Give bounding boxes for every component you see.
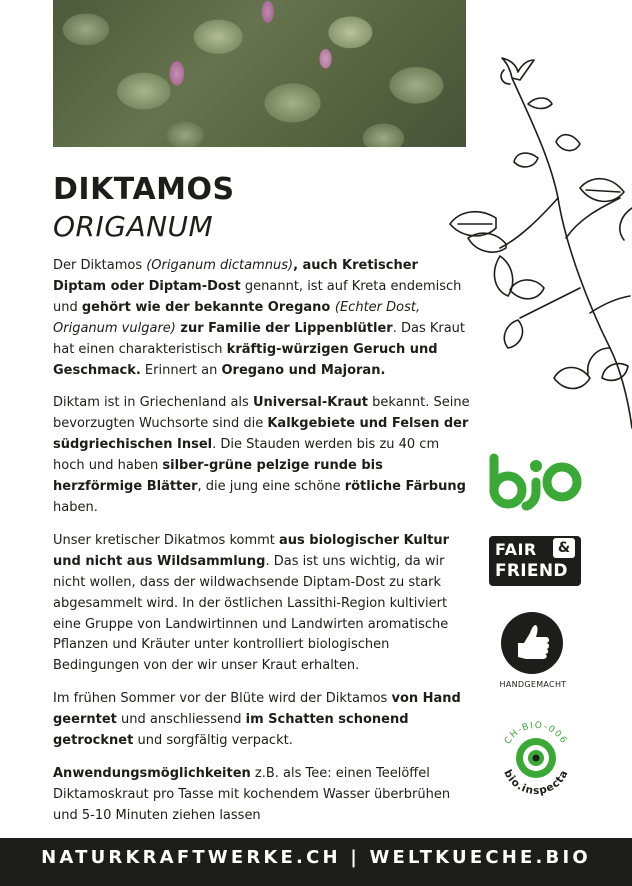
- handgemacht-label: HANDGEMACHT: [499, 680, 567, 689]
- text-run: im Schatten schonend getrocknet: [53, 712, 409, 749]
- text-run: haben.: [53, 499, 98, 515]
- fair-logo-ampersand: &: [553, 538, 575, 558]
- inspecta-bottom-text: bio.inspecta: [501, 767, 571, 798]
- text-run: Oregano und Majoran.: [221, 362, 386, 378]
- text-run: Kalkgebiete und Felsen der südgriechischen Insel: [53, 416, 469, 453]
- text-run: , auch Kretischer Diptam oder Diptam-Dost: [53, 258, 418, 294]
- text-run: (Origanum dictamnus): [146, 258, 294, 273]
- text-run: und anschliessend: [116, 712, 246, 728]
- fair-logo-line2: FRIEND: [495, 561, 568, 581]
- paragraph-2: [53, 393, 471, 518]
- description-text: [53, 256, 471, 839]
- text-run: . Das ist uns wichtig, da wir nicht wollen, dass der wildwachsende Diptam-Dost zu stark abgesammelt wird. In der östlichen Lassithi-Region kultiviert eine Gruppe von Landwirtinnen und Landwirten aromatische Pflanzen und Kräuter unter kontrolliert biologischen Bedingungen von der wir unser Kraut erhalten.: [53, 553, 449, 674]
- footer-bar: [0, 838, 632, 886]
- text-run: und sorgfältig verpackt.: [133, 733, 293, 749]
- text-run: von Hand geerntet: [53, 691, 461, 728]
- text-run: . Das Kraut hat einen charakteristisch: [53, 320, 466, 357]
- text-run: Im frühen Sommer vor der Blüte wird der Diktamos: [53, 691, 392, 707]
- text-run: silber-grüne pelzige runde bis herzförmige Blätter: [53, 458, 383, 495]
- text-run: Diktam ist in Griechenland als: [53, 395, 253, 411]
- text-run: , die jung eine schöne: [197, 479, 345, 495]
- bio-inspecta-logo: [494, 716, 578, 800]
- text-run: (Echter Dost, Origanum vulgare): [53, 299, 421, 336]
- text-run: rötliche Färbung: [344, 479, 466, 495]
- text-run: Erinnert an: [140, 362, 222, 378]
- page-subtitle: ORIGANUM: [53, 210, 214, 243]
- footer-text: NATURKRAFTWERKE.CH | WELTKUECHE.BIO: [41, 847, 591, 868]
- text-run: Anwendungsmöglichkeiten: [53, 765, 251, 781]
- page-title: DIKTAMOS: [53, 172, 235, 207]
- thumbs-up-icon: [498, 611, 568, 675]
- text-run: aus biologischer Kultur und nicht aus Wildsammlung: [53, 532, 450, 569]
- paragraph-5: [53, 764, 471, 827]
- text-run: bekannt. Seine bevorzugten Wuchsorte sind die: [53, 395, 470, 432]
- paragraph-1: [53, 256, 471, 381]
- fair-and-friend-logo: [489, 536, 581, 586]
- text-run: . Die Stauden werden bis zu 40 cm hoch und haben: [53, 437, 440, 474]
- oregano-photo: [53, 0, 466, 147]
- text-run: zur Familie der Lippenblütler: [175, 320, 393, 336]
- paragraph-3: [53, 531, 471, 677]
- inspecta-top-text: CH-BIO-006: [503, 720, 569, 747]
- text-run: Der Diktamos: [53, 258, 147, 273]
- paragraph-4: [53, 689, 471, 752]
- text-run: z.B. als Tee: einen Teelöffel Diktamoskraut pro Tasse mit kochendem Wasser überbrühen und 5-10 Minuten ziehen lassen: [53, 765, 451, 823]
- text-run: gehört wie der bekannte Oregano: [81, 299, 335, 315]
- text-run: Universal-Kraut: [252, 395, 369, 411]
- fair-logo-line1: FAIR: [495, 540, 537, 559]
- text-run: genannt, ist auf Kreta endemisch und: [53, 278, 462, 315]
- text-run: Unser kretischer Dikatmos kommt: [53, 532, 280, 548]
- bio-logo-icon: [486, 452, 584, 512]
- text-run: kräftig-würzigen Geruch und Geschmack.: [53, 341, 438, 378]
